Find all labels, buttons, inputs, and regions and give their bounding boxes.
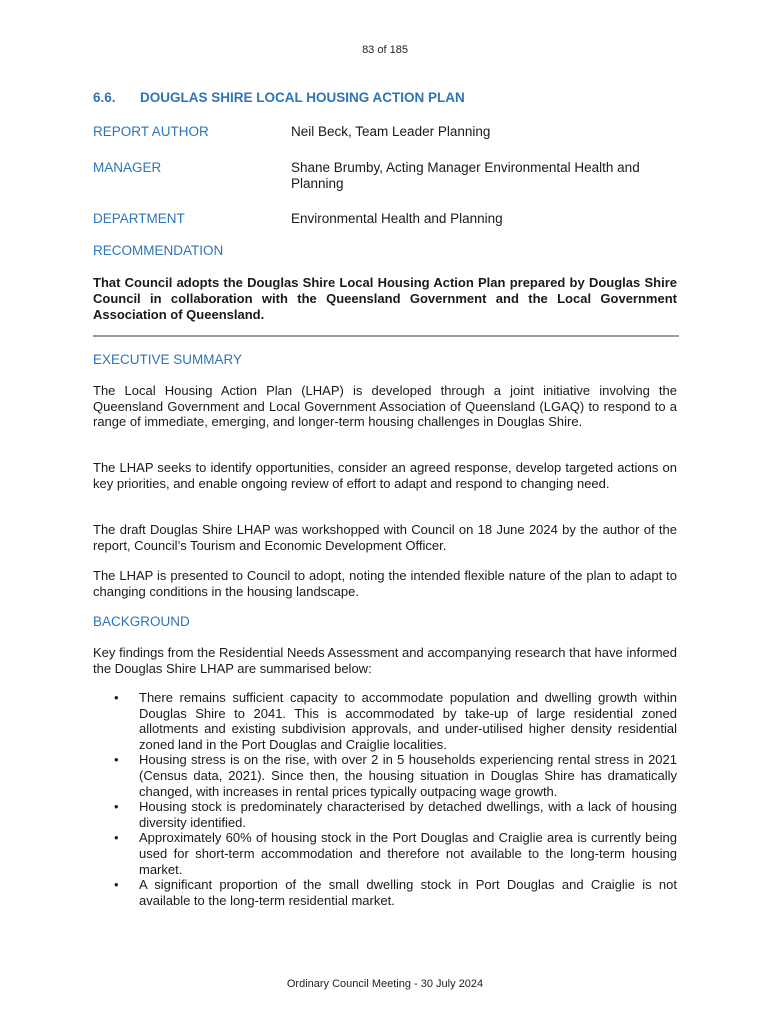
report-author-label: REPORT AUTHOR xyxy=(93,124,209,139)
list-item-text: Approximately 60% of housing stock in the Port Douglas and Craiglie area is currently being used for short-term accommodation and therefore not available to the long-term housing market. xyxy=(139,830,677,877)
item-title xyxy=(93,90,465,105)
manager-label: MANAGER xyxy=(93,160,162,175)
executive-summary-paragraph: The LHAP is presented to Council to adopt, noting the intended flexible nature of the plan to adapt to changing conditions in the housing landscape. xyxy=(93,568,677,599)
list-item-text: Housing stock is predominately characterised by detached dwellings, with a lack of housing diversity identified. xyxy=(139,799,677,830)
list-item xyxy=(93,830,677,877)
list-item-text: Housing stress is on the rise, with over 2 in 5 households experiencing rental stress in 2021 (Census data, 2021). Since then, the housing situation in Douglas Shire has dramatically changed, with increases in rental prices typically outpacing wage growth. xyxy=(139,752,677,799)
executive-summary-paragraph: The LHAP seeks to identify opportunities, consider an agreed response, develop targeted actions on key priorities, and enable ongoing review of effort to adapt and respond to changing need. xyxy=(93,460,677,491)
list-item xyxy=(93,877,677,908)
list-item xyxy=(93,690,677,752)
list-item xyxy=(93,752,677,799)
page-footer: Ordinary Council Meeting - 30 July 2024 xyxy=(286,978,484,990)
section-divider xyxy=(93,335,679,337)
bullet-icon: • xyxy=(114,830,119,846)
recommendation-text: That Council adopts the Douglas Shire Local Housing Action Plan prepared by Douglas Shire Council in collaboration with the Queensland Government and the Local Government Association of Queensland. xyxy=(93,275,677,322)
background-intro: Key findings from the Residential Needs Assessment and accompanying research that have informed the Douglas Shire LHAP are summarised below: xyxy=(93,645,677,676)
key-findings-list xyxy=(93,690,677,908)
list-item-text: A significant proportion of the small dwelling stock in Port Douglas and Craiglie is not available to the long-term residential market. xyxy=(139,877,677,908)
executive-summary-heading: EXECUTIVE SUMMARY xyxy=(93,352,243,367)
report-author-value: Neil Beck, Team Leader Planning xyxy=(291,124,491,139)
manager-value: Shane Brumby, Acting Manager Environmental Health and Planning xyxy=(291,160,640,191)
item-title-text: DOUGLAS SHIRE LOCAL HOUSING ACTION PLAN xyxy=(140,90,465,105)
bullet-icon: • xyxy=(114,877,119,893)
department-value: Environmental Health and Planning xyxy=(291,211,503,226)
bullet-icon: • xyxy=(114,752,119,768)
item-number: 6.6. xyxy=(93,90,116,105)
recommendation-heading: RECOMMENDATION xyxy=(93,243,224,258)
list-item xyxy=(93,799,677,830)
executive-summary-paragraph: The draft Douglas Shire LHAP was workshopped with Council on 18 June 2024 by the author of the report, Council’s Tourism and Economic Development Officer. xyxy=(93,522,677,553)
background-heading: BACKGROUND xyxy=(93,614,190,629)
executive-summary-paragraph: The Local Housing Action Plan (LHAP) is developed through a joint initiative involving the Queensland Government and Local Government Association of Queensland (LGAQ) to respond to a range of immediate, emerging, and longer-term housing challenges in Douglas Shire. xyxy=(93,383,677,429)
bullet-icon: • xyxy=(114,799,119,815)
department-label: DEPARTMENT xyxy=(93,211,185,226)
list-item-text: There remains sufficient capacity to accommodate population and dwelling growth within Douglas Shire to 2041. This is accommodated by take-up of large residential zoned allotments and existing subdivision approvals, and under-utilised higher density residential zoned land in the Port Douglas and Craiglie localities. xyxy=(139,690,677,752)
bullet-icon: • xyxy=(114,690,119,705)
page-number: 83 of 185 xyxy=(362,44,408,56)
